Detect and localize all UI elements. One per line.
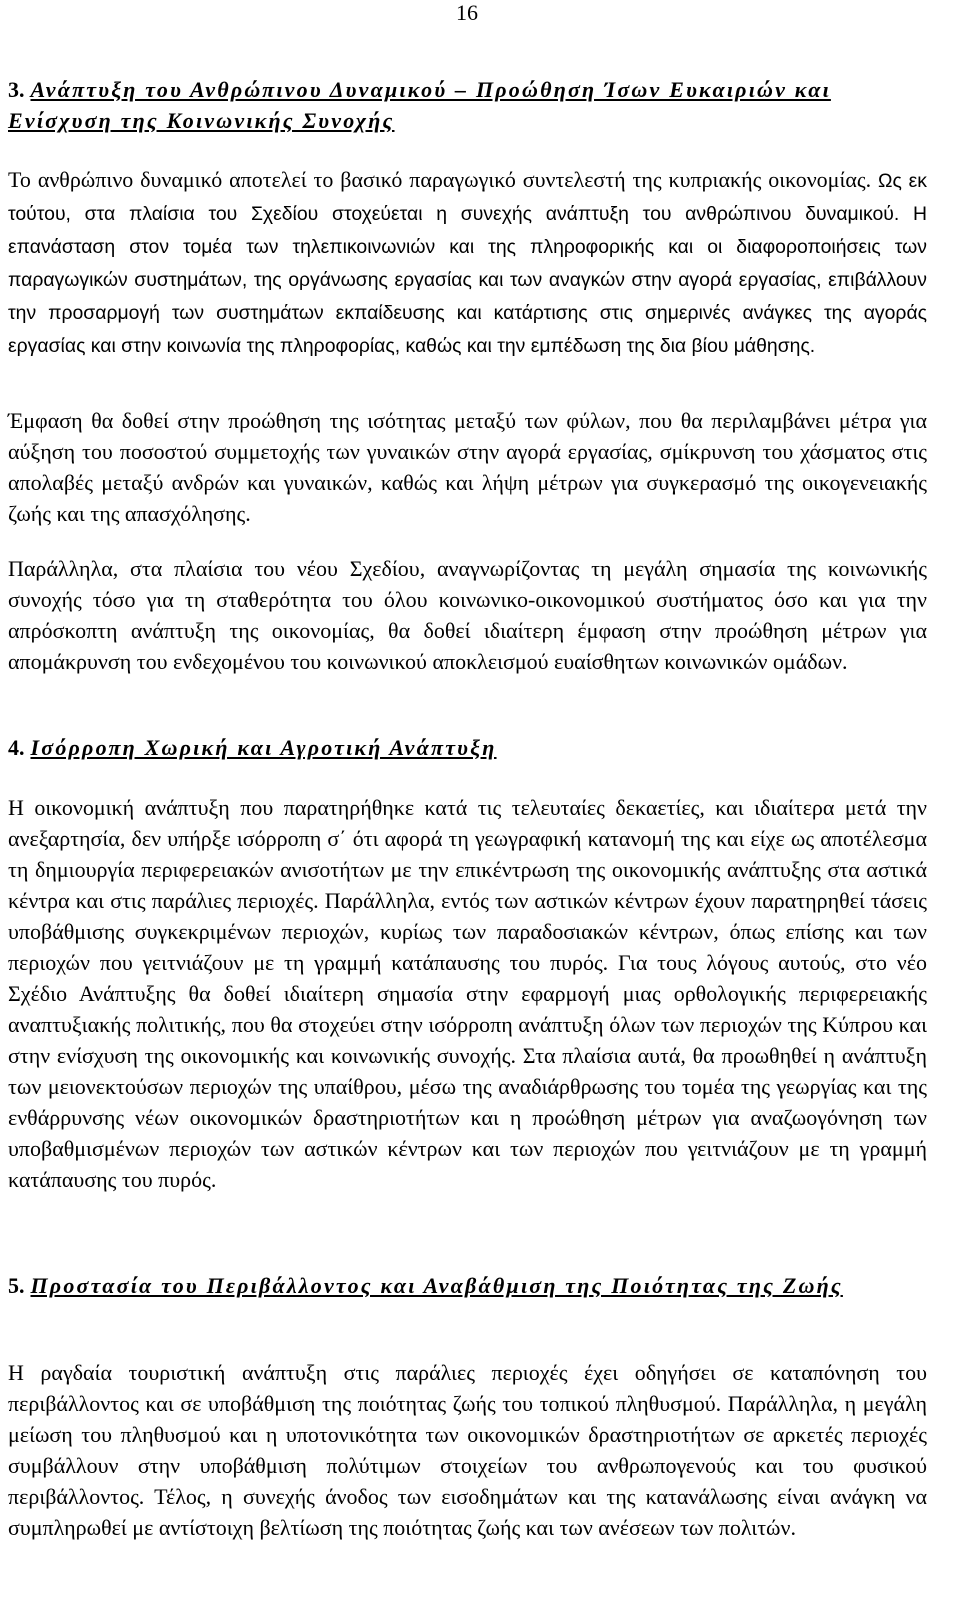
section-4-heading: [8, 732, 928, 763]
section-3-paragraph-2: Έμφαση θα δοθεί στην προώθηση της ισότητας μεταξύ των φύλων, που θα περιλαμβάνει μέτρα για αύξηση του ποσοστού συμμετοχής των γυναικών στην αγορά εργασίας, σμίκρυνση του χάσματος στις απολαβές μεταξύ ανδρών και γυναικών, καθώς και λήψη μέτρων για συγκερασμό της οικογενειακής ζωής και της απασχόλησης.: [8, 408, 927, 526]
section-3-number: 3.: [8, 77, 25, 102]
section-3-paragraph-1: [8, 164, 927, 362]
page-number: 16: [456, 0, 478, 25]
section-5-title: Προστασία του Περιβάλλοντος και Αναβάθμιση της Ποιότητας της Ζωής: [30, 1273, 843, 1298]
section-5-paragraph-1: Η ραγδαία τουριστική ανάπτυξη στις παράλιες περιοχές έχει οδηγήσει σε καταπόνηση του περιβάλλοντος και σε υποβάθμιση της ποιότητας ζωής του τοπικού πληθυσμού. Παράλληλα, η μεγάλη μείωση του πληθυσμού και η υποτονικότητα των οικονομικών δραστηριοτήτων σε αρκετές περιοχές συμβάλλουν στην υποβάθμιση πολύτιμων στοιχείων του ανθρωπογενούς και του φυσικού περιβάλλοντος. Τέλος, η συνεχής άνοδος των εισοδημάτων και της κατανάλωσης είναι ανάγκη να συμπληρωθεί με αντίστοιχη βελτίωση της ποιότητας ζωής και των ανέσεων των πολιτών.: [8, 1360, 927, 1540]
section-5-number: 5.: [8, 1273, 25, 1298]
section-3-paragraph-1-lead: Το ανθρώπινο δυναμικό αποτελεί το βασικό παραγωγικό συντελεστή της κυπριακής οικονομίας.: [8, 167, 872, 192]
section-3-title: Ανάπτυξη του Ανθρώπινου Δυναμικού – Προώθηση Ίσων Ευκαιριών και Ενίσχυση της Κοινωνικής Συνοχής: [8, 77, 831, 133]
section-3-paragraph-3: Παράλληλα, στα πλαίσια του νέου Σχεδίου, αναγνωρίζοντας τη μεγάλη σημασία της κοινωνικής συνοχής τόσο για τη σταθερότητα του όλου κοινωνικο-οικονομικού συστήματος όσο και για την απρόσκοπτη ανάπτυξη της οικονομίας, θα δοθεί ιδιαίτερη έμφαση στην προώθηση μέτρων για απομάκρυνση του ενδεχομένου του κοινωνικού αποκλεισμού ευαίσθητων κοινωνικών ομάδων.: [8, 556, 927, 674]
section-3-heading: [8, 74, 928, 136]
section-5-heading: [8, 1270, 928, 1301]
section-3-paragraph-1-body: Ως εκ τούτου, στα πλαίσια του Σχεδίου στοχεύεται η συνεχής ανάπτυξη του ανθρώπινου δυναμικού. Η επανάσταση στον τομέα των τηλεπικοινωνιών και της πληροφορικής και οι διαφοροποιήσεις των παραγωγικών συστημάτων, της οργάνωσης εργασίας και των αναγκών στην αγορά εργασίας, επιβάλλουν την προσαρμογή των συστημάτων εκπαίδευσης και κατάρτισης στις σημερινές ανάγκες της αγοράς εργασίας και στην κοινωνία της πληροφορίας, καθώς και την εμπέδωση της δια βίου μάθησης.: [8, 170, 927, 357]
section-4-title: Ισόρροπη Χωρική και Αγροτική Ανάπτυξη: [30, 735, 497, 760]
section-4-number: 4.: [8, 735, 25, 760]
section-4-paragraph-1: Η οικονομική ανάπτυξη που παρατηρήθηκε κατά τις τελευταίες δεκαετίες, και ιδιαίτερα μετά την ανεξαρτησία, δεν υπήρξε ισόρροπη σ΄ ότι αφορά τη γεωγραφική κατανομή της και είχε ως αποτέλεσμα τη δημιουργία περιφερειακών ανισοτήτων με την επικέντρωση της οικονομικής ανάπτυξης στα αστικά κέντρα και στις παράλιες περιοχές. Παράλληλα, εντός των αστικών κέντρων έχουν παρατηρηθεί τάσεις υποβάθμισης συγκεκριμένων περιοχών, κυρίως των παραδοσιακών κέντρων, όπως επίσης και των περιοχών που γειτνιάζουν με τη γραμμή κατάπαυσης του πυρός. Για τους λόγους αυτούς, στο νέο Σχέδιο Ανάπτυξης θα δοθεί ιδιαίτερη σημασία στην εφαρμογή μιας ορθολογικής περιφερειακής αναπτυξιακής πολιτικής, που θα στοχεύει στην ισόρροπη ανάπτυξη όλων των περιοχών της Κύπρου και στην ενίσχυση της οικονομικής και κοινωνικής συνοχής. Στα πλαίσια αυτά, θα προωθηθεί η ανάπτυξη των μειονεκτούσων περιοχών της υπαίθρου, μέσω της αναδιάρθρωσης του τομέα της γεωργίας και της ενθάρρυνσης νέων οικονομικών δραστηριοτήτων και η προώθηση μέτρων για αναζωογόνηση των υποβαθμισμένων περιοχών των αστικών κέντρων και των περιοχών που γειτνιάζουν με τη γραμμή κατάπαυσης του πυρός.: [8, 795, 927, 1192]
